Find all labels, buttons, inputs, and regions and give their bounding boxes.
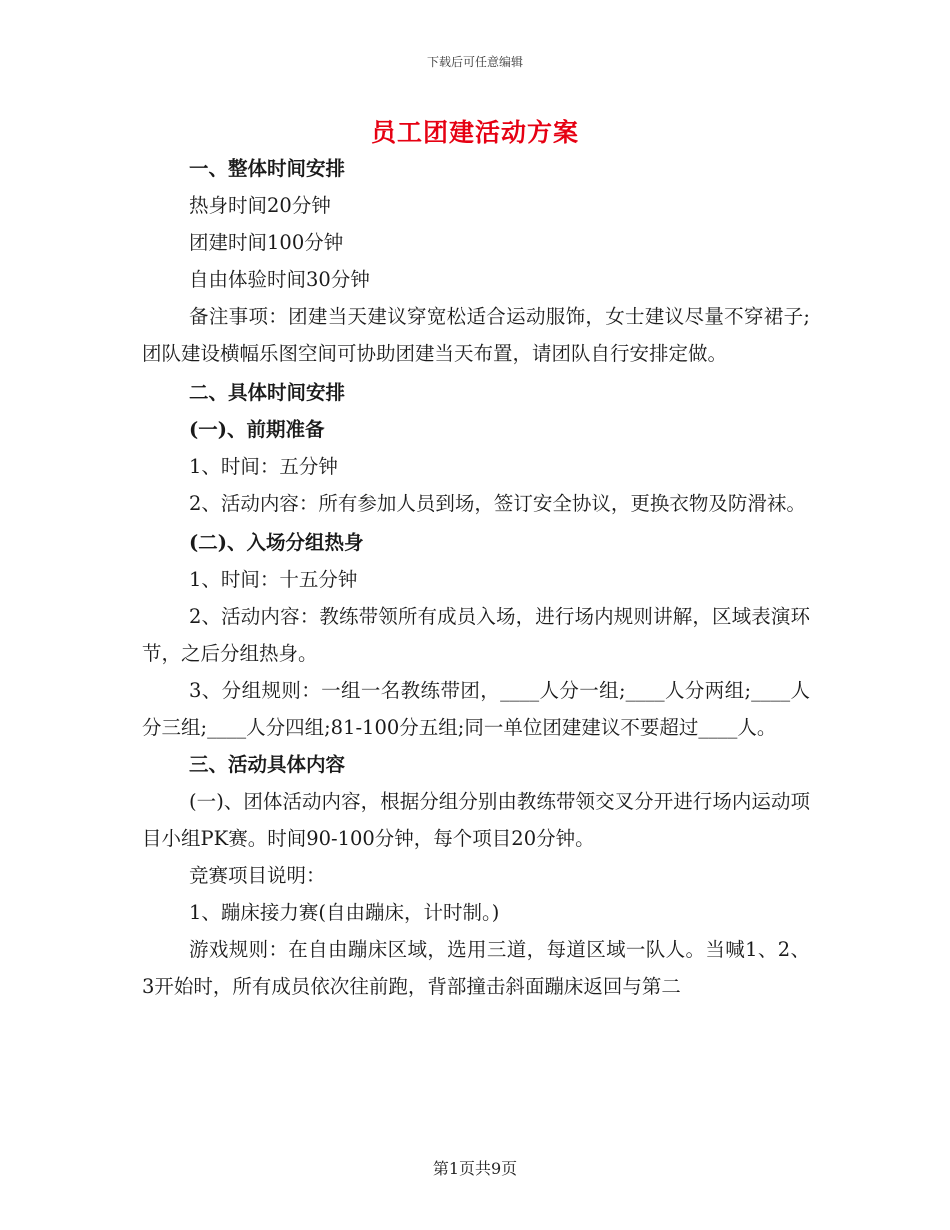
section-heading-1: 一、整体时间安排 (189, 157, 346, 180)
paragraph: 2、活动内容：所有参加人员到场，签订安全协议，更换衣物及防滑袜。 (189, 492, 806, 515)
page-header-note: 下载后可任意编辑 (426, 55, 523, 69)
section-heading-3: 三、活动具体内容 (189, 753, 346, 776)
paragraph: 游戏规则：在自由蹦床区域，选用三道，每道区域一队人。当喊1、2、3开始时，所有成员依次往前跑，背部撞击斜面蹦床返回与第二 (142, 938, 810, 998)
paragraph: 1、时间：十五分钟 (189, 568, 358, 591)
document-body (142, 150, 810, 1005)
subsection-heading: (二)、入场分组热身 (189, 531, 364, 554)
paragraph: 1、蹦床接力赛(自由蹦床，计时制。) (189, 901, 500, 924)
paragraph: 3、分组规则：一组一名教练带团，____人分一组;____人分两组;____人分三组;____人分四组;81-100分五组;同一单位团建建议不要超过____人。 (142, 679, 810, 739)
subsection-heading: (一)、前期准备 (189, 418, 325, 441)
paragraph: 自由体验时间30分钟 (189, 268, 370, 291)
paragraph: 热身时间20分钟 (189, 194, 331, 217)
paragraph: 团建时间100分钟 (189, 231, 344, 254)
paragraph: (一)、团体活动内容，根据分组分别由教练带领交叉分开进行场内运动项目小组PK赛。时间90-100分钟，每个项目20分钟。 (142, 790, 810, 850)
paragraph: 1、时间：五分钟 (189, 455, 338, 478)
paragraph-notes: 备注事项：团建当天建议穿宽松适合运动服饰，女士建议尽量不穿裙子;团队建设横幅乐图空间可协助团建当天布置，请团队自行安排定做。 (142, 305, 810, 365)
paragraph: 竞赛项目说明： (189, 864, 326, 887)
page-number: 第1页共9页 (432, 1159, 518, 1178)
section-heading-2: 二、具体时间安排 (189, 381, 346, 404)
paragraph: 2、活动内容：教练带领所有成员入场，进行场内规则讲解，区域表演环节，之后分组热身。 (142, 605, 810, 665)
document-title: 员工团建活动方案 (370, 118, 579, 147)
